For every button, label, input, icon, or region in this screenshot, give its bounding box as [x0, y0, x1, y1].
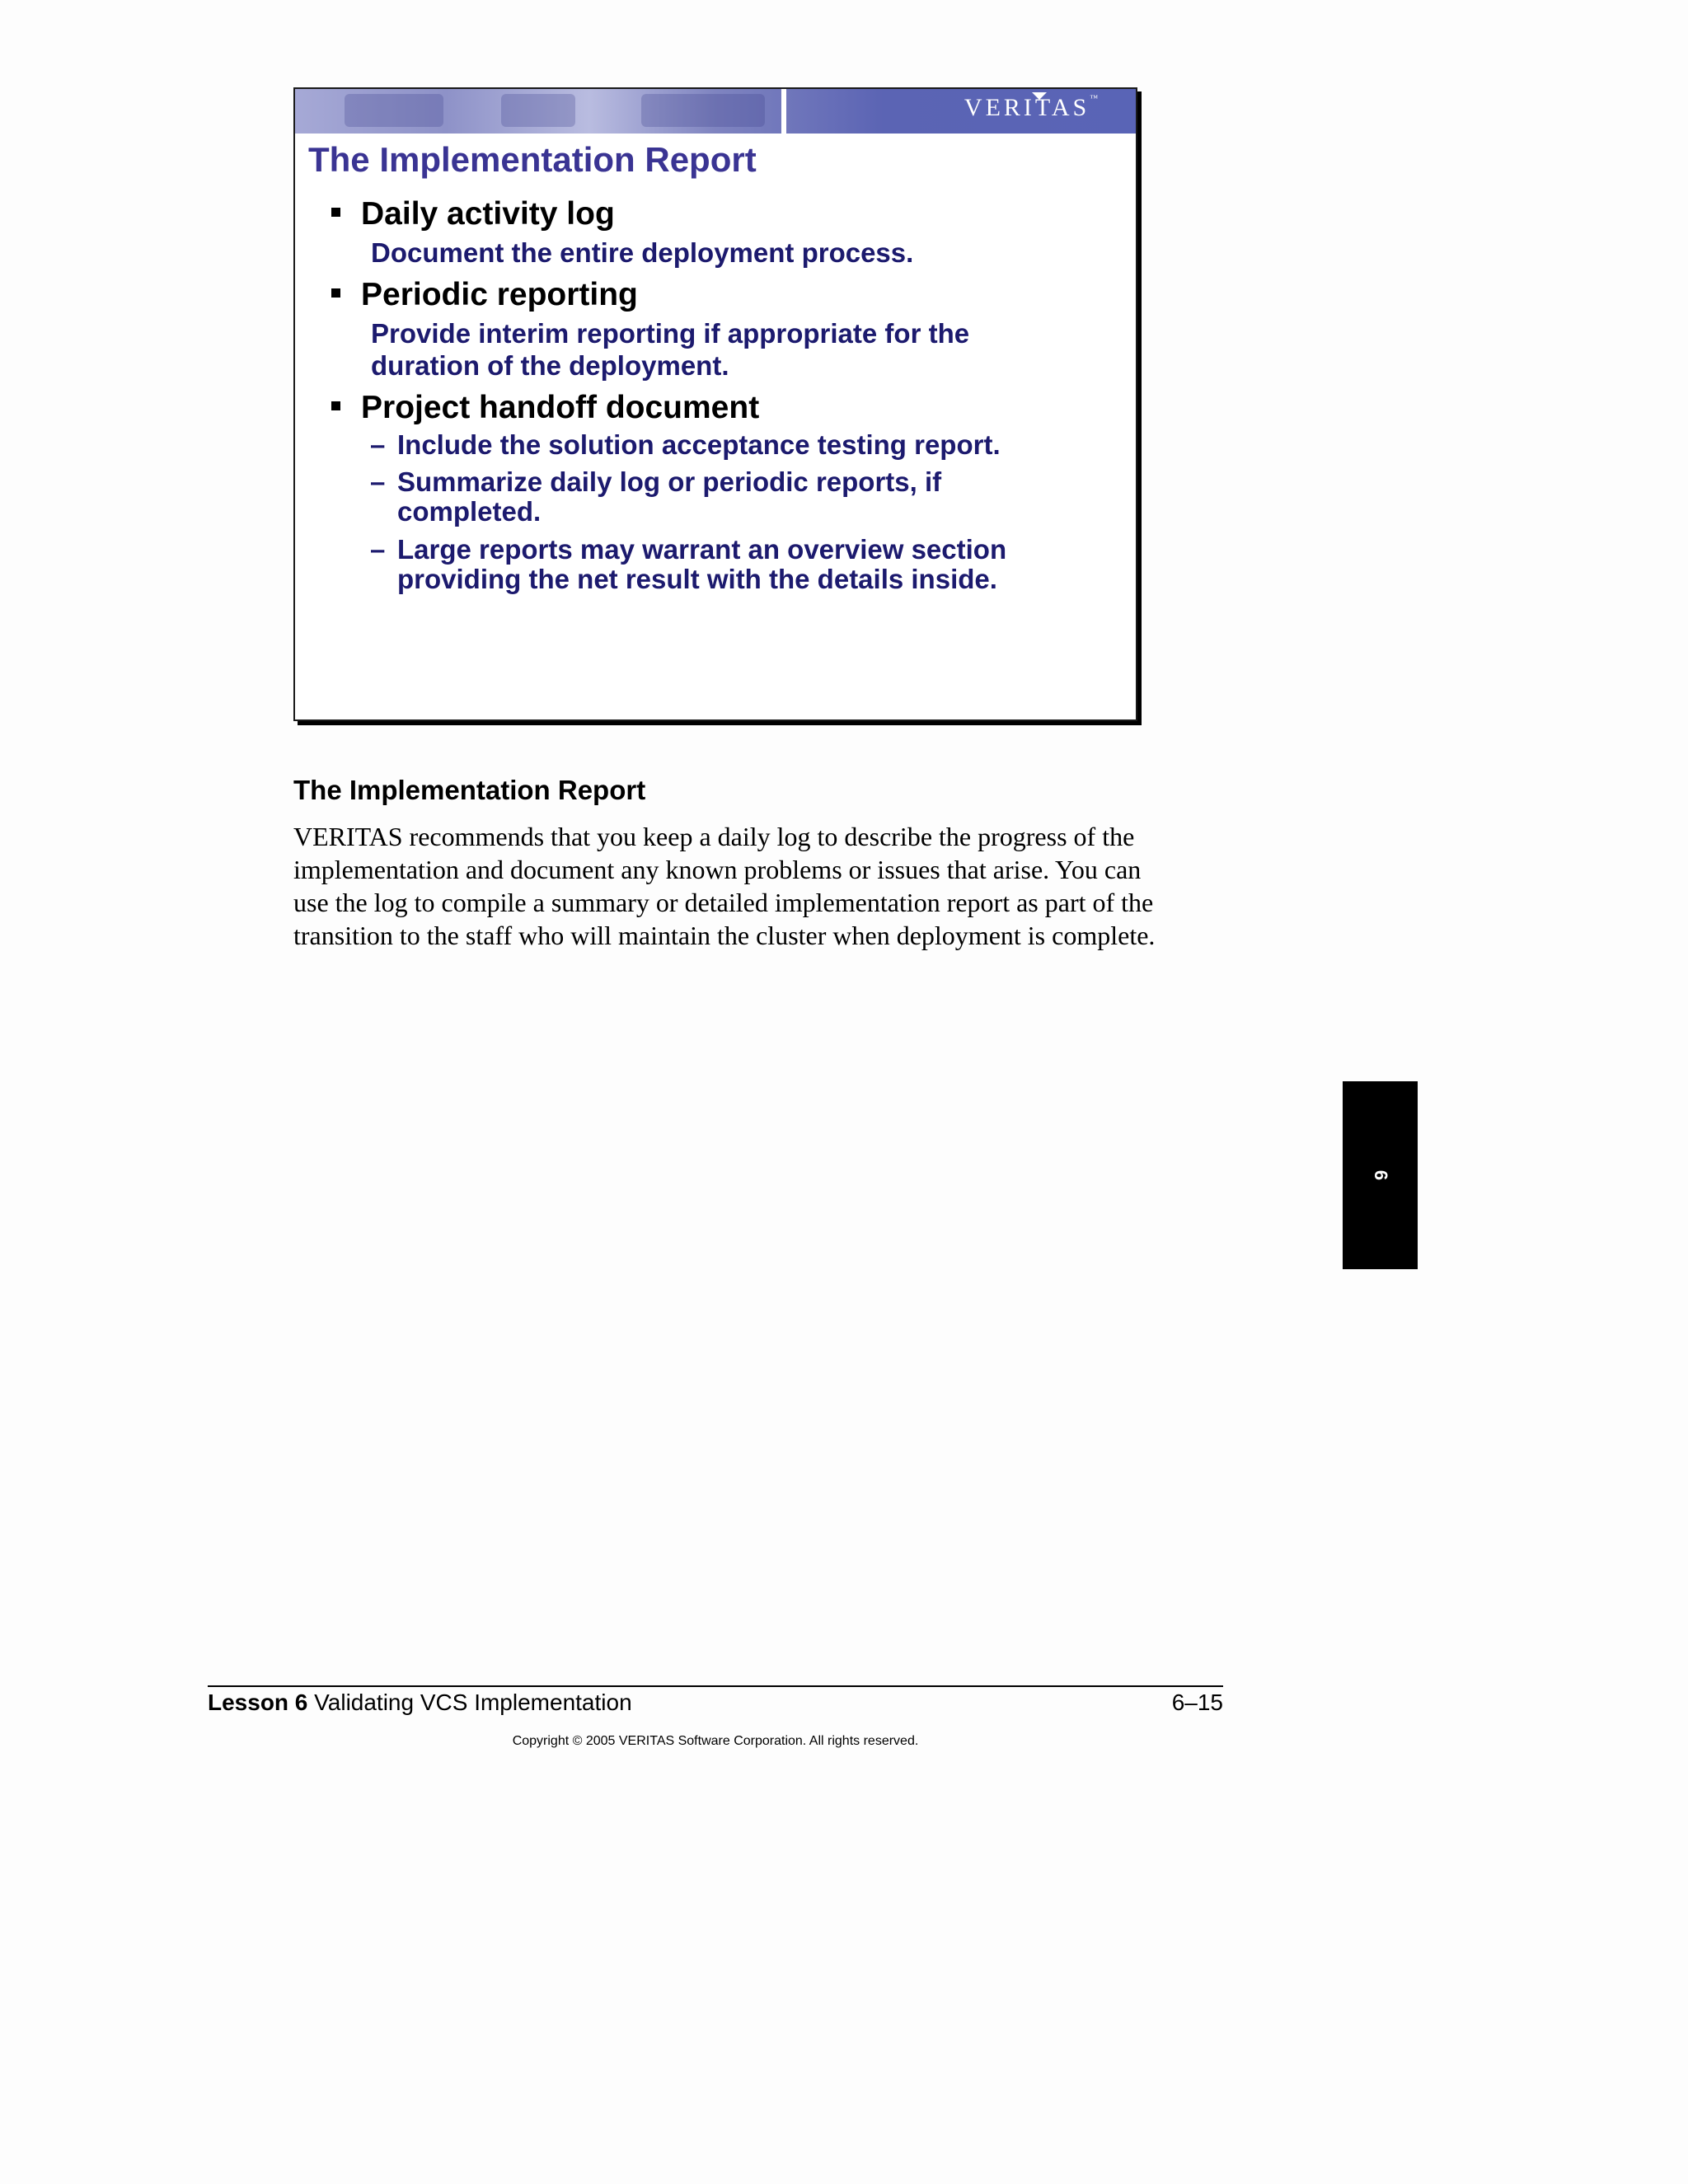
- bullet-subtext: [371, 237, 913, 269]
- dash-line: providing the net result with the details inside.: [397, 564, 997, 594]
- paragraph-line: use the log to compile a summary or detailed implementation report as part of the: [293, 888, 1154, 917]
- dash-line: completed.: [397, 496, 542, 527]
- paragraph-line: implementation and document any known problems or issues that arise. You can: [293, 855, 1142, 884]
- bullet-label: Project handoff document: [361, 390, 760, 425]
- lesson-title: Validating VCS Implementation: [314, 1690, 632, 1715]
- subtext-line: duration of the deployment.: [371, 350, 729, 381]
- dash-item: [370, 534, 1007, 594]
- section-heading: The Implementation Report: [293, 775, 646, 805]
- dash-line: Summarize daily log or periodic reports, if: [397, 466, 942, 497]
- slide-banner: [295, 89, 1136, 134]
- dash-line: Large reports may warrant an overview section: [397, 534, 1007, 565]
- lesson-label: Lesson 6: [208, 1690, 308, 1715]
- chapter-tab-label: 6: [1370, 1169, 1391, 1181]
- square-bullet-icon: [331, 208, 340, 217]
- subtext-line: Document the entire deployment process.: [371, 237, 914, 268]
- dash-item: [370, 429, 1001, 460]
- slide-title: The Implementation Report: [308, 140, 757, 179]
- copyright-notice: Copyright © 2005 VERITAS Software Corporation. All rights reserved.: [512, 1734, 919, 1748]
- subtext-line: Provide interim reporting if appropriate for the: [371, 318, 970, 349]
- veritas-logo: VERITAS™: [964, 94, 1098, 121]
- dash-icon: –: [370, 466, 386, 497]
- banner-decoration: [345, 94, 443, 127]
- bullet-label: Daily activity log: [361, 196, 615, 232]
- slide-bullet: [361, 277, 638, 313]
- slide: [293, 87, 1137, 721]
- paragraph-line: VERITAS recommends that you keep a daily log to describe the progress of the: [293, 822, 1135, 851]
- dash-item: [370, 466, 942, 527]
- bullet-label: Periodic reporting: [361, 277, 638, 312]
- square-bullet-icon: [331, 401, 340, 410]
- slide-bullet: [361, 390, 759, 426]
- slide-bullet: [361, 196, 615, 232]
- dash-icon: –: [370, 429, 386, 460]
- chapter-tab: [1343, 1081, 1418, 1269]
- page-number: 6–15: [1171, 1690, 1223, 1715]
- square-bullet-icon: [331, 288, 340, 298]
- dash-line: Include the solution acceptance testing report.: [397, 429, 1001, 460]
- banner-decoration: [501, 94, 575, 127]
- body-paragraph: [293, 820, 1233, 952]
- footer-divider: [208, 1685, 1223, 1687]
- bullet-subtext: [371, 317, 969, 382]
- paragraph-line: transition to the staff who will maintain the cluster when deployment is complete.: [293, 921, 1156, 950]
- banner-decoration: [641, 94, 765, 127]
- footer-lesson: [208, 1690, 632, 1716]
- banner-divider: [781, 89, 786, 134]
- dash-icon: –: [370, 534, 386, 565]
